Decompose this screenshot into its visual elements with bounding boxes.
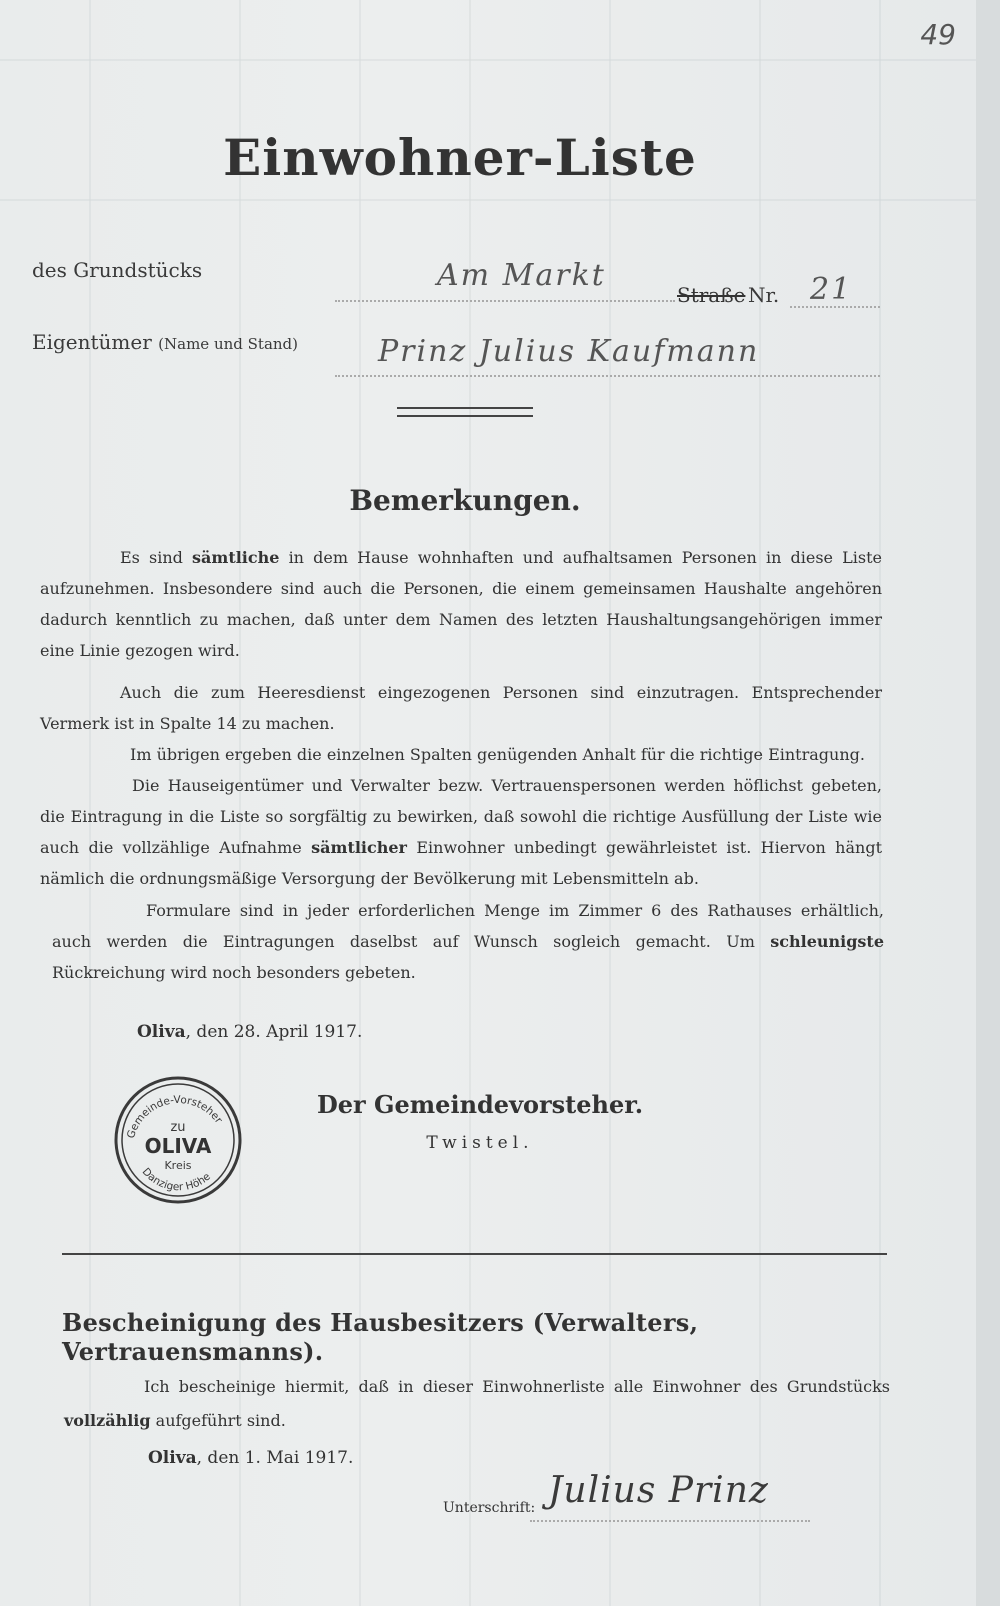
double-rule-divider <box>397 407 533 417</box>
strasse-label: Straße <box>677 283 746 307</box>
signature-label: Unterschrift: <box>443 1500 536 1516</box>
stamp-kreis: Kreis <box>164 1159 192 1172</box>
eigentuemer-dotted-line <box>335 375 880 377</box>
stamp-town: OLIVA <box>144 1134 212 1158</box>
grundstueck-handwritten: Am Markt <box>437 258 606 293</box>
grundstueck-label: des Grundstücks <box>32 258 203 282</box>
remark-paragraph-2: Auch die zum Heeresdienst eingezogenen Personen sind einzutragen. Entsprechender Vermerk ist in Spalte 14 zu machen. <box>40 683 882 733</box>
remark-paragraph-4: Die Hauseigentümer und Verwalter bezw. Vertrauenspersonen werden höflichst gebeten, die Eintragung in die Liste so sorgfältig zu bewirken, daß sowohl die richtige Ausfüllung der Liste wie auch die vollzählige Aufnahme sämtlicher Einwohner unbedingt gewährleistet ist. Hiervon hängt nämlich die ordnungsmäßige Versorgung der Bevölkerung mit Lebensmitteln ab. <box>40 776 883 888</box>
handwritten-signature: Julius Prinz <box>548 1470 769 1511</box>
nr-handwritten: 21 <box>810 272 853 307</box>
stamp-ring-text: Gemeinde-Vorsteher <box>124 1093 225 1140</box>
eigentuemer-handwritten: Prinz Julius Kaufmann <box>378 334 760 369</box>
page-title: Einwohner-Liste <box>223 128 697 187</box>
bemerkungen-heading: Bemerkungen. <box>349 484 581 517</box>
nr-label: Nr. <box>748 283 780 307</box>
page-number: 49 <box>920 18 956 51</box>
section-divider <box>62 1253 887 1255</box>
certificate-date: Oliva, den 1. Mai 1917. <box>148 1448 354 1468</box>
stamp-zu: zu <box>170 1120 186 1135</box>
signer-name: Twistel. <box>426 1133 534 1153</box>
certificate-heading: Bescheinigung des Hausbesitzers (Verwalters, Vertrauensmanns). <box>62 1308 699 1366</box>
remark-paragraph-1: Es sind sämtliche in dem Hause wohnhaften und aufhaltsamen Personen in diese Liste aufzunehmen. Insbesondere sind auch die Personen, die einem gemeinsamen Haushalte angehören dadurch kenntlich zu machen, daß unter dem Namen des letzten Haushaltungsangehörigen immer eine Linie gezogen wird. <box>40 548 882 660</box>
eigentuemer-note: (Name und Stand) <box>158 335 298 353</box>
grundstueck-dotted-line <box>335 300 675 302</box>
stamp-district: Danziger Höhe <box>139 1165 213 1194</box>
remark-paragraph-5: Formulare sind in jeder erforderlichen Menge im Zimmer 6 des Rathauses erhältlich, auch werden die Eintragungen daselbst auf Wunsch sogleich gemacht. Um schleunigste Rückreichung wird noch besonders gebeten. <box>52 901 884 982</box>
eigentuemer-label: Eigentümer (Name und Stand) <box>32 330 298 354</box>
signer-title: Der Gemeindevorsteher. <box>316 1090 644 1119</box>
signature-dotted-line <box>530 1520 810 1522</box>
issue-date: Oliva, den 28. April 1917. <box>137 1022 363 1042</box>
certificate-text: Ich bescheinige hiermit, daß in dieser Einwohnerliste alle Einwohner des Grundstücks vollzählig aufgeführt sind. <box>64 1377 890 1430</box>
remark-paragraph-3: Im übrigen ergeben die einzelnen Spalten genügenden Anhalt für die richtige Eintragung. <box>130 745 865 764</box>
nr-dotted-line <box>790 306 880 308</box>
